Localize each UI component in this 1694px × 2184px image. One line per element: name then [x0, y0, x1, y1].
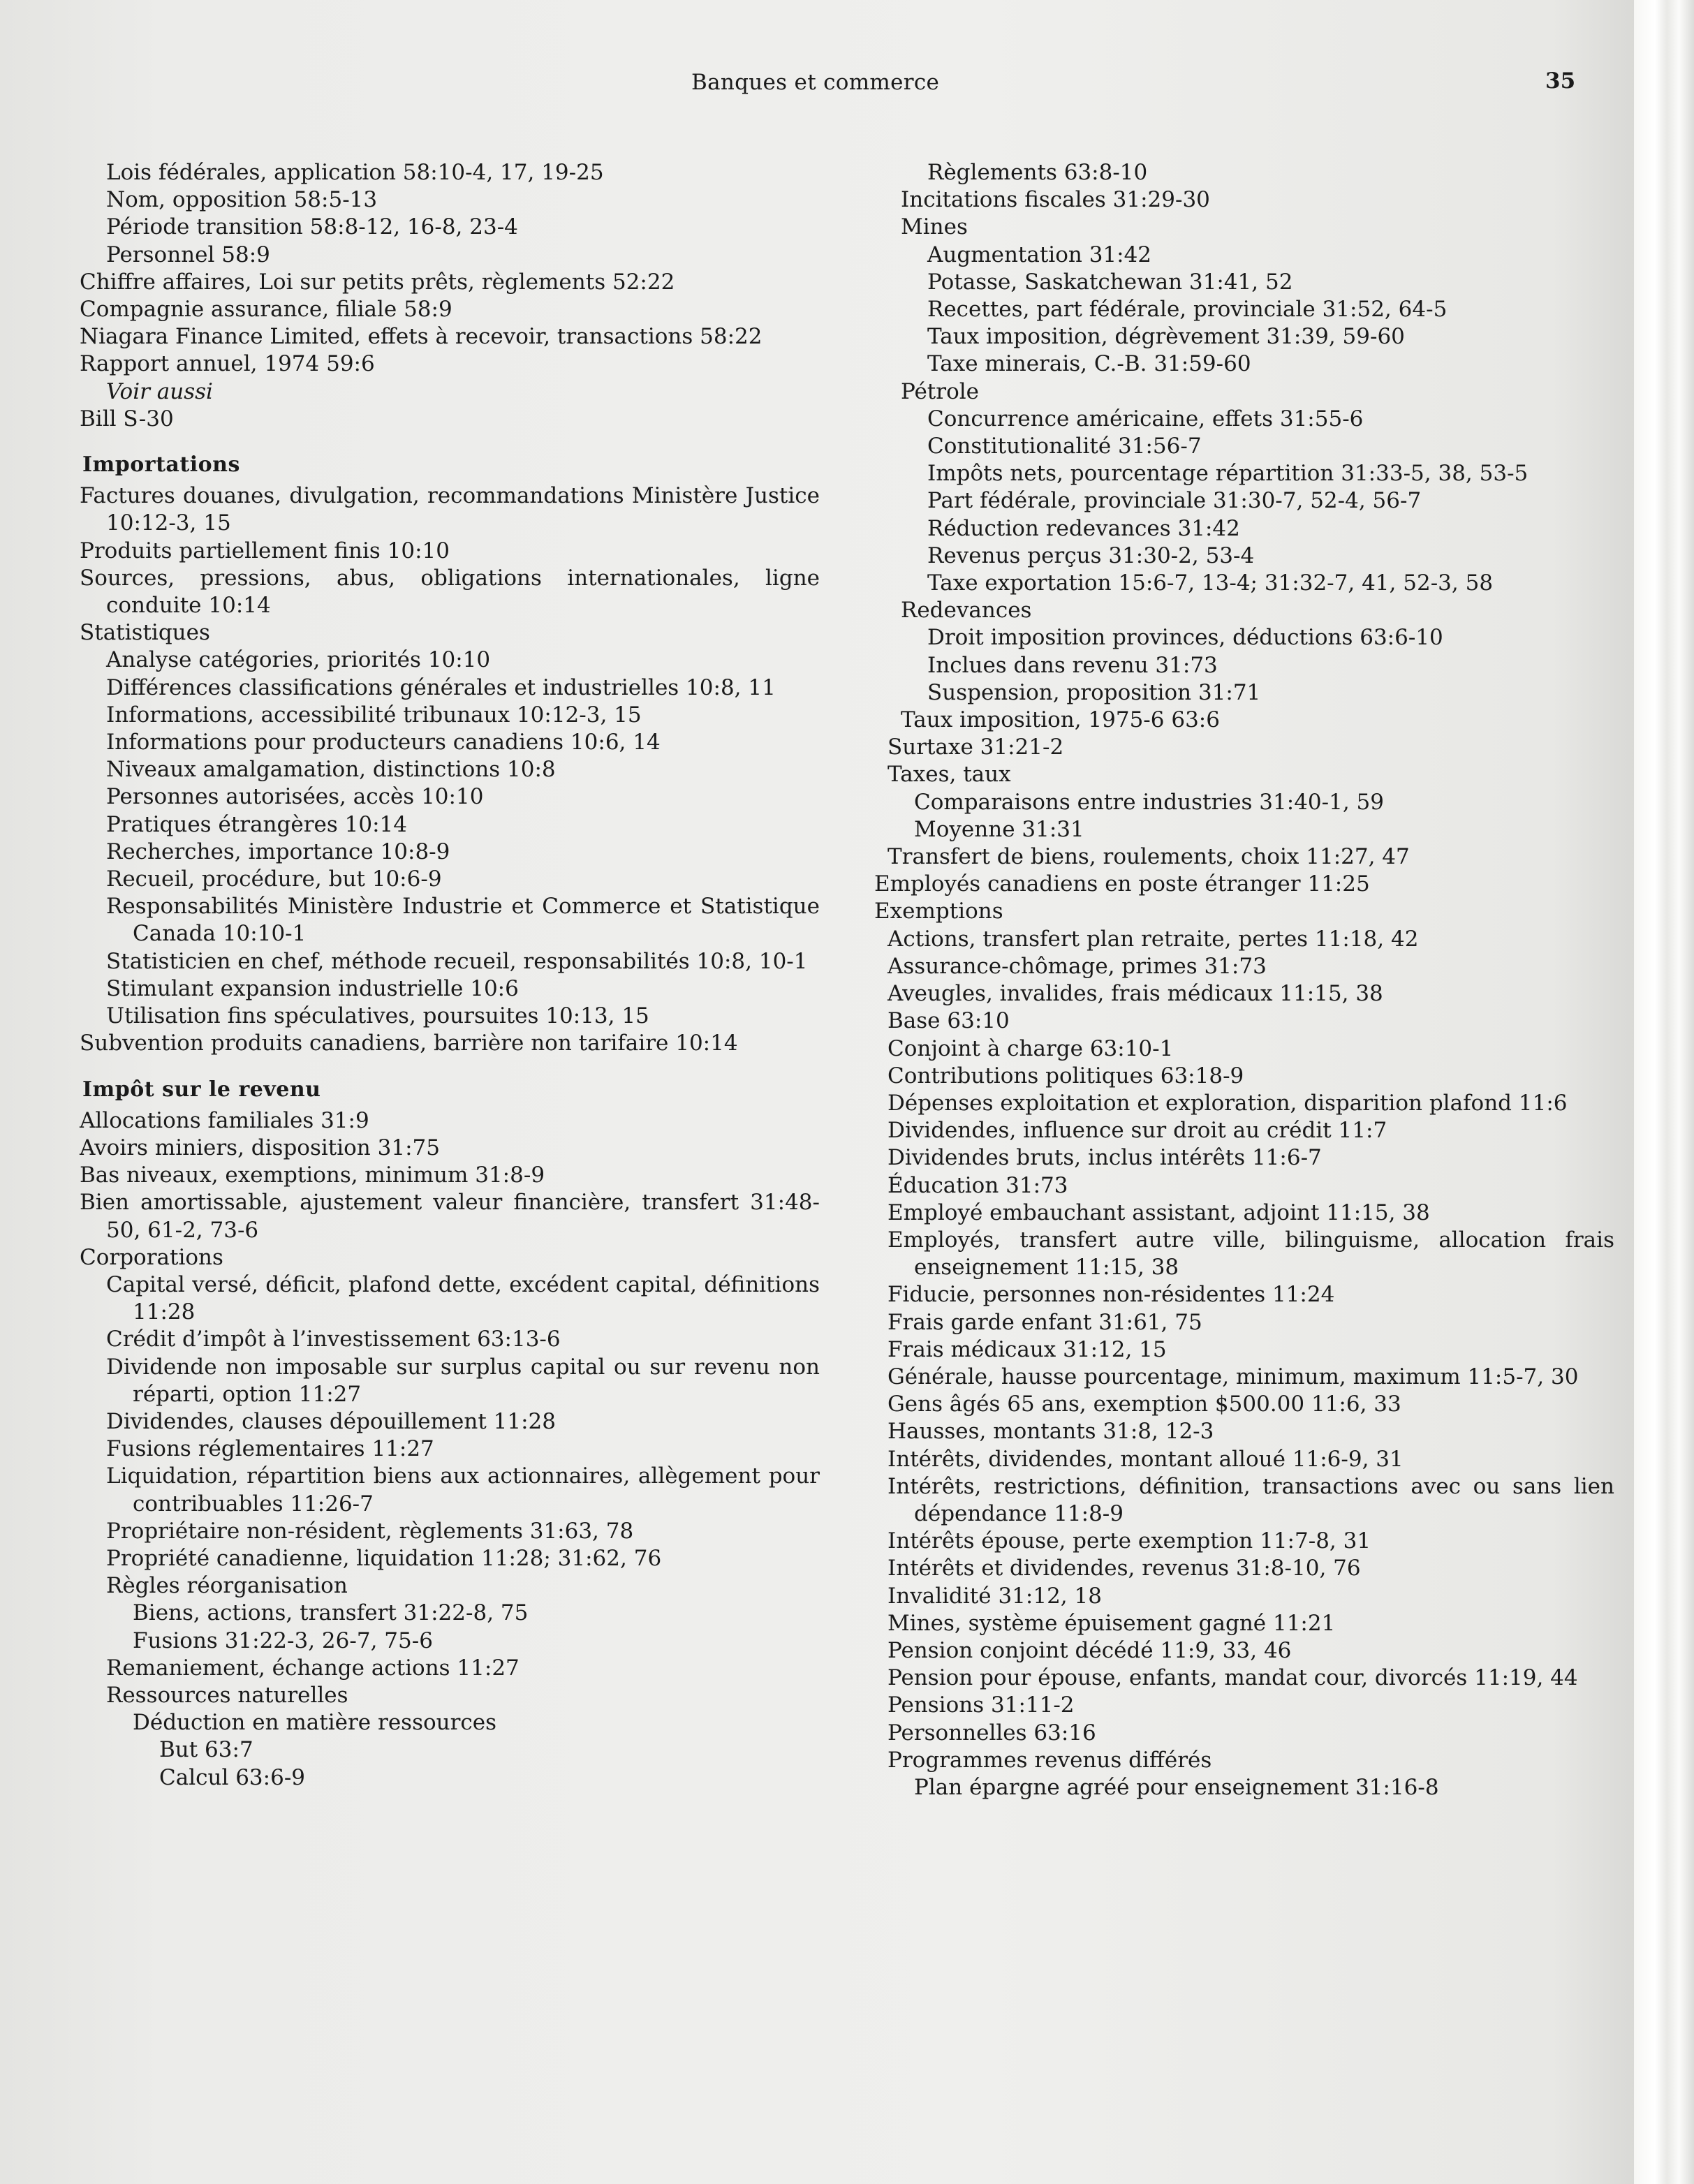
index-entry: Assurance-chômage, primes 31:73 [887, 953, 1267, 979]
index-entry: Conjoint à charge 63:10-1 [887, 1035, 1174, 1061]
index-entry: Intérêts, restrictions, définition, transactions avec ou sans lien dépendance 11:8-9 [887, 1473, 1614, 1526]
index-entry: Corporations [80, 1244, 223, 1270]
index-entry: Employés, transfert autre ville, bilinguisme, allocation frais enseignement 11:15, 38 [887, 1227, 1614, 1281]
index-entry: Éducation 31:73 [887, 1172, 1068, 1198]
index-entry: Dividendes, influence sur droit au crédit 11:7 [887, 1118, 1387, 1144]
index-entry: Sources, pressions, abus, obligations internationales, ligne conduite 10:14 [80, 565, 820, 619]
index-entry: Bas niveaux, exemptions, minimum 31:8-9 [80, 1163, 545, 1188]
index-entry: Informations, accessibilité tribunaux 10:12-3, 15 [106, 702, 642, 728]
index-entry: Intérêts épouse, perte exemption 11:7-8, 31 [887, 1528, 1371, 1554]
index-entry: Statisticien en chef, méthode recueil, responsabilités 10:8, 10-1 [106, 948, 808, 974]
index-entry: Fusions réglementaires 11:27 [106, 1436, 434, 1462]
index-entry: Générale, hausse pourcentage, minimum, maximum 11:5-7, 30 [887, 1364, 1579, 1389]
index-entry: Compagnie assurance, filiale 58:9 [80, 297, 452, 323]
index-entry: Période transition 58:8-12, 16-8, 23-4 [106, 214, 518, 240]
index-entry: Invalidité 31:12, 18 [887, 1583, 1102, 1609]
running-head: Banques et commerce [691, 70, 940, 95]
index-entry: Personnes autorisées, accès 10:10 [106, 784, 484, 810]
index-entry: Taxe minerais, C.-B. 31:59-60 [927, 351, 1251, 377]
index-entry: Pratiques étrangères 10:14 [106, 811, 407, 837]
section-heading: Importations [82, 452, 240, 478]
index-entry: Suspension, proposition 31:71 [927, 679, 1261, 705]
index-entry: Concurrence américaine, effets 31:55-6 [927, 406, 1364, 431]
index-entry: Augmentation 31:42 [927, 242, 1152, 267]
index-entry: Incitations fiscales 31:29-30 [901, 187, 1210, 213]
index-entry: Personnel 58:9 [106, 242, 270, 267]
index-entry: Aveugles, invalides, frais médicaux 11:15, 38 [887, 981, 1383, 1007]
index-entry: Règles réorganisation [106, 1573, 348, 1599]
page-number: 35 [1545, 68, 1576, 94]
index-entry: Allocations familiales 31:9 [80, 1107, 369, 1133]
index-entry: Dividendes, clauses dépouillement 11:28 [106, 1408, 557, 1434]
index-entry: Nom, opposition 58:5-13 [106, 187, 378, 213]
index-entry: Part fédérale, provinciale 31:30-7, 52-4, 56-7 [927, 488, 1422, 514]
index-entry: Niagara Finance Limited, effets à recevoir, transactions 58:22 [80, 324, 763, 350]
index-entry: Pétrole [901, 378, 980, 404]
index-entry: Déduction en matière ressources [133, 1710, 497, 1736]
index-entry: Réduction redevances 31:42 [927, 515, 1240, 541]
index-entry: Plan épargne agréé pour enseignement 31:16-8 [914, 1774, 1439, 1800]
index-entry: Contributions politiques 63:18-9 [887, 1063, 1244, 1089]
index-entry: Intérêts, dividendes, montant alloué 11:6-9, 31 [887, 1446, 1404, 1472]
index-entry: Voir aussi [106, 378, 213, 404]
index-entry: Stimulant expansion industrielle 10:6 [106, 975, 519, 1001]
index-entry: Pension conjoint décédé 11:9, 33, 46 [887, 1637, 1292, 1663]
index-entry: Subvention produits canadiens, barrière non tarifaire 10:14 [80, 1031, 738, 1056]
index-entry: Programmes revenus différés [887, 1747, 1212, 1773]
index-entry: Factures douanes, divulgation, recommandations Ministère Justice 10:12-3, 15 [80, 483, 820, 536]
index-entry: Recettes, part fédérale, provinciale 31:52, 64-5 [927, 297, 1448, 323]
index-entry: Statistiques [80, 620, 210, 646]
index-entry: Dépenses exploitation et exploration, disparition plafond 11:6 [887, 1090, 1568, 1116]
index-entry: Bill S-30 [80, 406, 174, 431]
index-entry: Fiducie, personnes non-résidentes 11:24 [887, 1282, 1335, 1308]
index-entry: Taux imposition, 1975-6 63:6 [901, 707, 1220, 733]
section-heading: Impôt sur le revenu [82, 1077, 321, 1102]
index-entry: Constitutionalité 31:56-7 [927, 434, 1202, 459]
index-entry: Propriétaire non-résident, règlements 31:63, 78 [106, 1518, 634, 1544]
index-entry: Ressources naturelles [106, 1682, 348, 1708]
index-entry: Biens, actions, transfert 31:22-8, 75 [133, 1600, 529, 1626]
index-entry: Personnelles 63:16 [887, 1720, 1096, 1746]
index-entry: Gens âgés 65 ans, exemption $500.00 11:6, 33 [887, 1392, 1401, 1417]
index-column-right [874, 159, 1614, 1801]
index-entry: Capital versé, déficit, plafond dette, excédent capital, définitions 11:28 [106, 1271, 820, 1325]
index-entry: Responsabilités Ministère Industrie et Commerce et Statistique Canada 10:10-1 [106, 894, 820, 947]
index-entry: Lois fédérales, application 58:10-4, 17, 19-25 [106, 160, 604, 185]
index-entry: Taux imposition, dégrèvement 31:39, 59-60 [927, 324, 1405, 350]
index-entry: Dividendes bruts, inclus intérêts 11:6-7 [887, 1145, 1322, 1171]
page-edge [1634, 0, 1694, 2184]
index-entry: Chiffre affaires, Loi sur petits prêts, règlements 52:22 [80, 269, 675, 295]
index-entry: Mines [901, 214, 968, 240]
index-entry: Redevances [901, 598, 1032, 624]
index-entry: Actions, transfert plan retraite, pertes 11:18, 42 [887, 926, 1419, 952]
index-entry: Mines, système épuisement gagné 11:21 [887, 1610, 1336, 1636]
index-entry: Liquidation, répartition biens aux actionnaires, allègement pour contribuables 11:26-7 [106, 1463, 820, 1517]
index-entry: Intérêts et dividendes, revenus 31:8-10, 76 [887, 1556, 1361, 1581]
index-entry: Hausses, montants 31:8, 12-3 [887, 1419, 1214, 1445]
index-entry: Taxe exportation 15:6-7, 13-4; 31:32-7, 41, 52-3, 58 [927, 570, 1494, 596]
index-entry: Recueil, procédure, but 10:6-9 [106, 866, 442, 892]
index-entry: Employés canadiens en poste étranger 11:25 [874, 871, 1370, 897]
index-entry: Niveaux amalgamation, distinctions 10:8 [106, 757, 556, 783]
index-entry: But 63:7 [159, 1737, 253, 1763]
index-entry: Propriété canadienne, liquidation 11:28; 31:62, 76 [106, 1545, 662, 1571]
index-entry: Inclues dans revenu 31:73 [927, 652, 1218, 678]
index-entry: Surtaxe 31:21-2 [887, 735, 1064, 760]
index-entry: Rapport annuel, 1974 59:6 [80, 351, 375, 377]
index-entry: Dividende non imposable sur surplus capital ou sur revenu non réparti, option 11:27 [106, 1354, 820, 1407]
index-entry: Moyenne 31:31 [914, 816, 1084, 842]
index-entry: Fusions 31:22-3, 26-7, 75-6 [133, 1628, 433, 1653]
index-entry: Employé embauchant assistant, adjoint 11:15, 38 [887, 1200, 1430, 1225]
index-entry: Analyse catégories, priorités 10:10 [106, 647, 491, 673]
index-entry: Recherches, importance 10:8-9 [106, 839, 450, 864]
index-entry: Droit imposition provinces, déductions 63:6-10 [927, 625, 1443, 651]
index-entry: Règlements 63:8-10 [927, 160, 1148, 185]
index-entry: Avoirs miniers, disposition 31:75 [80, 1135, 440, 1160]
index-entry: Taxes, taux [887, 762, 1011, 788]
index-entry: Calcul 63:6-9 [159, 1764, 306, 1790]
index-column-left [80, 159, 820, 1792]
index-entry: Informations pour producteurs canadiens 10:6, 14 [106, 730, 661, 755]
index-entry: Utilisation fins spéculatives, poursuites 10:13, 15 [106, 1003, 649, 1029]
index-entry: Impôts nets, pourcentage répartition 31:33-5, 38, 53-5 [927, 461, 1529, 487]
index-entry: Bien amortissable, ajustement valeur financière, transfert 31:48-50, 61-2, 73-6 [80, 1190, 820, 1243]
index-entry: Transfert de biens, roulements, choix 11:27, 47 [887, 844, 1410, 870]
index-entry: Différences classifications générales et industrielles 10:8, 11 [106, 674, 776, 700]
index-entry: Base 63:10 [887, 1008, 1010, 1034]
index-entry: Revenus perçus 31:30-2, 53-4 [927, 543, 1255, 568]
index-entry: Pensions 31:11-2 [887, 1692, 1075, 1718]
index-entry: Pension pour épouse, enfants, mandat cour, divorcés 11:19, 44 [887, 1665, 1578, 1691]
index-entry: Comparaisons entre industries 31:40-1, 59 [914, 789, 1384, 815]
index-entry: Frais médicaux 31:12, 15 [887, 1336, 1167, 1362]
index-entry: Potasse, Saskatchewan 31:41, 52 [927, 269, 1293, 295]
index-entry: Crédit d’impôt à l’investissement 63:13-6 [106, 1327, 561, 1352]
index-entry: Frais garde enfant 31:61, 75 [887, 1309, 1202, 1335]
index-entry: Produits partiellement finis 10:10 [80, 538, 450, 563]
index-entry: Remaniement, échange actions 11:27 [106, 1655, 520, 1681]
index-entry: Exemptions [874, 899, 1003, 924]
